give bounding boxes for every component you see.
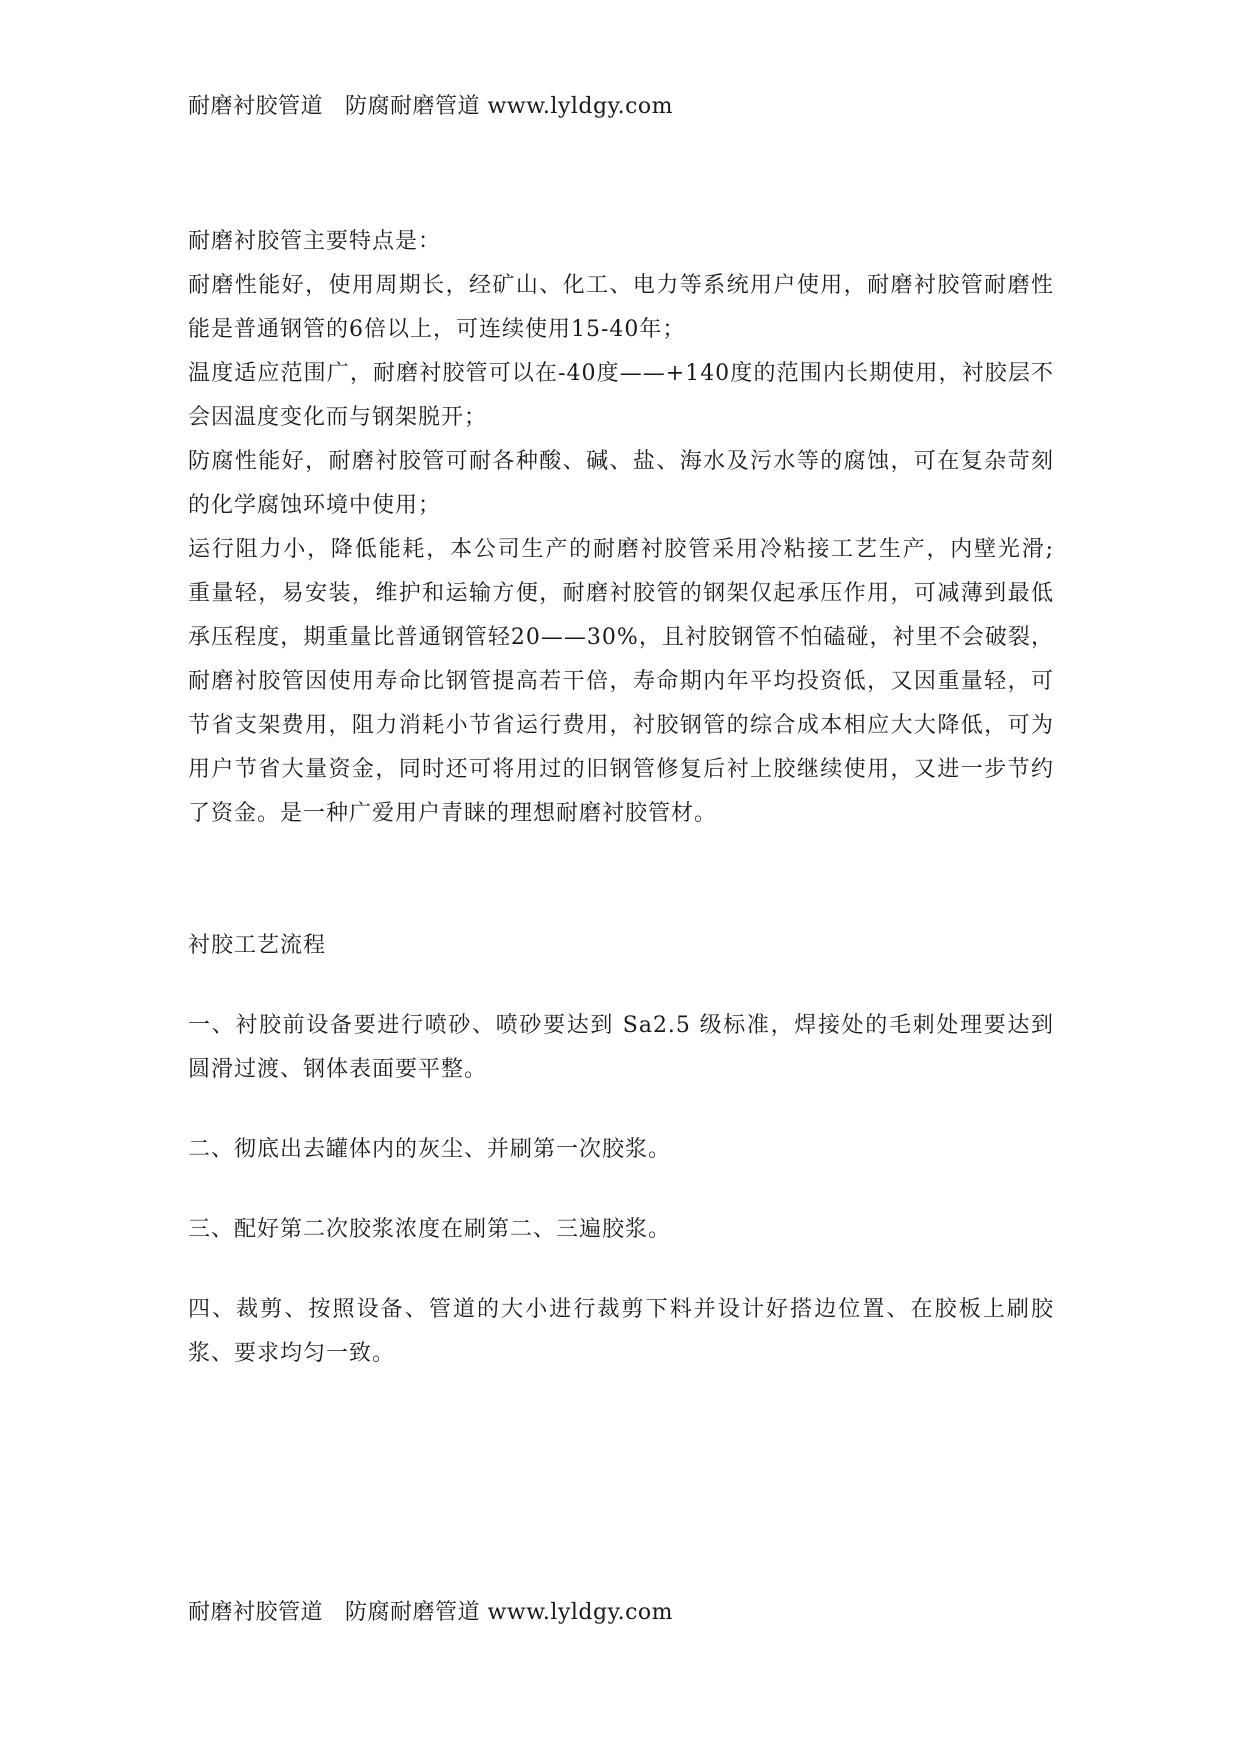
feature-paragraph: 防腐性能好，耐磨衬胶管可耐各种酸、碱、盐、海水及污水等的腐蚀，可在复杂苛刻的化学腐蚀环境中使用；	[188, 449, 1054, 518]
document-body	[188, 220, 1054, 1376]
process-step: 二、彻底出去罐体内的灰尘、并刷第一次胶浆。	[188, 1137, 672, 1162]
page-footer	[188, 1598, 673, 1628]
process-step: 一、衬胶前设备要进行喷砂、喷砂要达到 Sa2.5 级标准，焊接处的毛刺处理要达到圆滑过渡、钢体表面要平整。	[188, 1013, 1054, 1082]
feature-paragraph: 耐磨性能好，使用周期长，经矿山、化工、电力等系统用户使用，耐磨衬胶管耐磨性能是普通钢管的6倍以上，可连续使用15-40年；	[188, 273, 1054, 342]
features-list	[188, 264, 1054, 836]
header-title: 耐磨衬胶管道	[188, 94, 324, 119]
feature-paragraph: 运行阻力小，降低能耗，本公司生产的耐磨衬胶管采用冷粘接工艺生产，内壁光滑; 重量轻，易安装，维护和运输方便，耐磨衬胶管的钢架仅起承压作用，可减薄到最低承压程度，期重量比普通钢管轻20——30%，且衬胶钢管不怕磕碰，衬里不会破裂，耐磨衬胶管因使用寿命比钢管提高若干倍，寿命期内年平均投资低，又因重量轻，可节省支架费用，阻力消耗小节省运行费用，衬胶钢管的综合成本相应大大降低，可为用户节省大量资金，同时还可将用过的旧钢管修复后衬上胶继续使用，又进一步节约了资金。是一种广爱用户青睐的理想耐磨衬胶管材。	[188, 537, 1054, 826]
page-header	[188, 92, 673, 122]
features-heading: 耐磨衬胶管主要特点是：	[188, 229, 442, 254]
process-step: 三、配好第二次胶浆浓度在刷第二、三遍胶浆。	[188, 1217, 672, 1242]
process-steps	[188, 1004, 1054, 1376]
footer-subtitle: 防腐耐磨管道	[345, 1600, 481, 1625]
feature-paragraph: 温度适应范围广，耐磨衬胶管可以在-40度——+140度的范围内长期使用，衬胶层不会因温度变化而与钢架脱开；	[188, 361, 1054, 430]
header-subtitle: 防腐耐磨管道	[345, 94, 481, 119]
footer-title: 耐磨衬胶管道	[188, 1600, 324, 1625]
header-url: www.lyldgy.com	[487, 94, 674, 119]
process-heading: 衬胶工艺流程	[188, 933, 327, 958]
process-step: 四、裁剪、按照设备、管道的大小进行裁剪下料并设计好搭边位置、在胶板上刷胶浆、要求均匀一致。	[188, 1297, 1054, 1366]
footer-url: www.lyldgy.com	[487, 1600, 674, 1625]
